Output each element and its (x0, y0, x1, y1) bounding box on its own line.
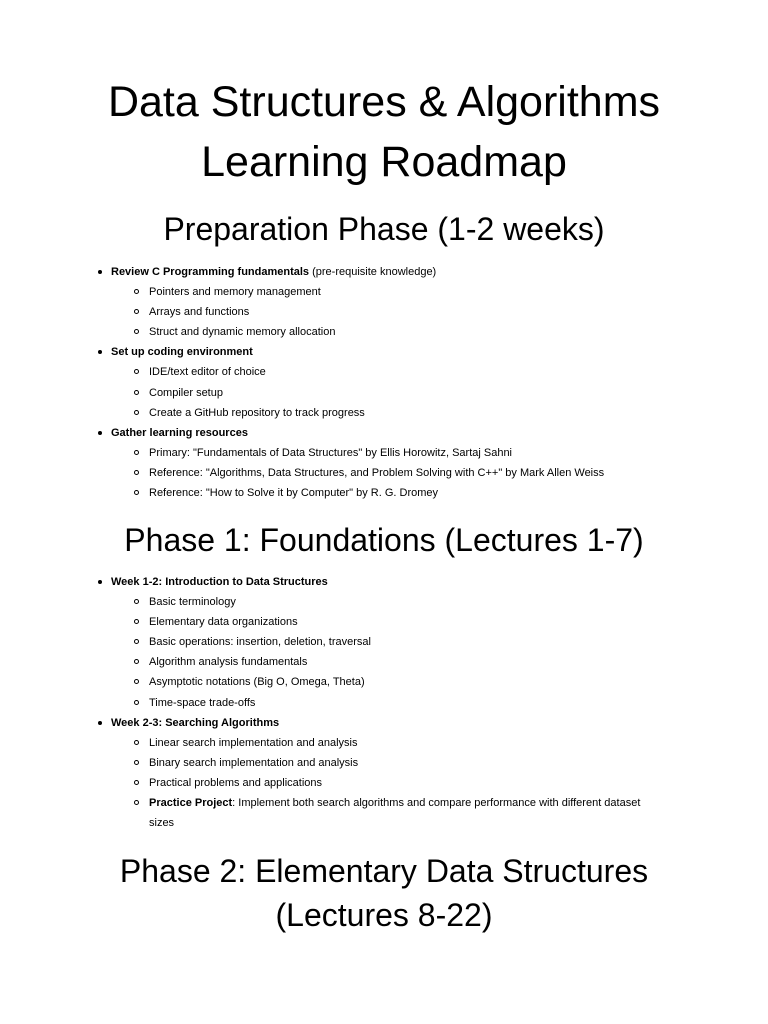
sub-list-item: IDE/text editor of choice (149, 362, 768, 382)
list-item (0, 262, 768, 342)
phase-2-heading-line-2: (Lectures 8-22) (275, 897, 493, 933)
sub-list-item: Primary: "Fundamentals of Data Structures" by Ellis Horowitz, Sartaj Sahni (149, 443, 768, 463)
item-label: Week 1-2: Introduction to Data Structures (111, 576, 328, 588)
sub-list-item: Time-space trade-offs (149, 693, 768, 713)
sub-list-item: Basic terminology (149, 592, 768, 612)
item-label: Week 2-3: Searching Algorithms (111, 716, 280, 729)
list-item (0, 572, 768, 713)
sub-list-item: Compiler setup (149, 383, 768, 403)
sub-list-item: Asymptotic notations (Big O, Omega, Theta) (149, 672, 768, 692)
sub-list (111, 733, 768, 833)
list-item (0, 713, 768, 834)
item-note: (pre-requisite knowledge) (309, 266, 437, 278)
sub-list-item: Pointers and memory management (149, 282, 768, 302)
list-item (0, 423, 768, 503)
sub-list-item: Struct and dynamic memory allocation (149, 322, 768, 342)
sub-list-item: Reference: "Algorithms, Data Structures, and Problem Solving with C++" by Mark Allen Weiss (149, 463, 768, 483)
document-title (0, 72, 768, 192)
sub-list-item: Elementary data organizations (149, 612, 768, 632)
phase-2-heading (0, 849, 768, 937)
sub-list (111, 282, 768, 342)
item-label: Gather learning resources (111, 426, 248, 439)
preparation-phase-list (0, 262, 768, 503)
sub-list-item: Reference: "How to Solve it by Computer" by R. G. Dromey (149, 483, 768, 503)
practice-project-label: Practice Project (149, 797, 233, 810)
list-item (0, 342, 768, 422)
item-label: Review C Programming fundamentals (111, 266, 310, 278)
sub-list-item: Basic operations: insertion, deletion, traversal (149, 632, 768, 652)
sub-list (111, 592, 768, 713)
practice-project-text: : Implement both search algorithms and compare performance with different dataset sizes (149, 797, 641, 830)
phase-1-list (0, 572, 768, 833)
item-label: Set up coding environment (111, 346, 253, 359)
phase-1-heading: Phase 1: Foundations (Lectures 1-7) (124, 522, 644, 558)
practice-project-item (149, 793, 768, 833)
title-line-1: Data Structures & Algorithms (107, 78, 661, 126)
preparation-phase-heading: Preparation Phase (1-2 weeks) (163, 211, 605, 247)
sub-list-item: Practical problems and applications (149, 773, 768, 793)
phase-2-heading-line-1: Phase 2: Elementary Data Structures (119, 853, 649, 889)
title-line-2: Learning Roadmap (201, 138, 567, 186)
sub-list (111, 443, 768, 503)
sub-list-item: Algorithm analysis fundamentals (149, 652, 768, 672)
sub-list (111, 362, 768, 422)
sub-list-item: Linear search implementation and analysis (149, 733, 768, 753)
sub-list-item: Binary search implementation and analysis (149, 753, 768, 773)
sub-list-item: Arrays and functions (149, 302, 768, 322)
sub-list-item: Create a GitHub repository to track progress (149, 403, 768, 423)
